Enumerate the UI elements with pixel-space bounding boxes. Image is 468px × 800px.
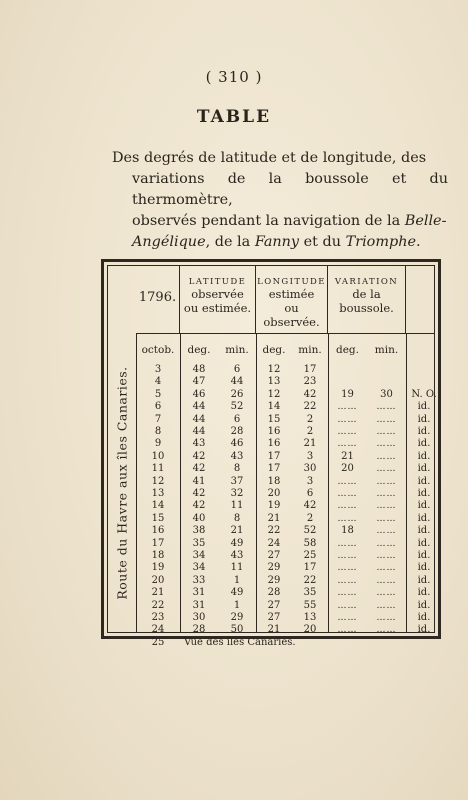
table-cell: 25 (303, 550, 317, 561)
table-cell: 15 (267, 413, 281, 425)
table-body (136, 334, 437, 648)
table-row (136, 364, 434, 376)
table-cell: 28 (267, 587, 281, 599)
table-cell: 19 (151, 562, 165, 574)
table-cell: …… (337, 476, 358, 487)
ship-name-angelique: Angélique (132, 234, 206, 250)
table-cell: …… (337, 439, 358, 450)
table-cell: id. (417, 463, 431, 475)
table-cell: …… (337, 575, 358, 586)
table-cell: 58 (303, 537, 317, 549)
table-cell: 29 (230, 612, 244, 623)
table-cell: 35 (303, 587, 317, 599)
table-cell: 43 (230, 450, 244, 462)
table-cell: id. (417, 562, 431, 574)
unit-cell: deg. (262, 344, 286, 356)
table-cell: 18 (267, 475, 281, 487)
table-row (136, 463, 434, 475)
table-row (136, 562, 434, 574)
last-note-cell: Vue des îles Canaries. (184, 636, 296, 648)
table-cell: 14 (267, 401, 281, 413)
table-cell: 30 (192, 612, 206, 623)
latitude-sub-1: observée (191, 287, 244, 301)
table-row (136, 600, 434, 612)
table-cell: 42 (192, 488, 206, 499)
table-cell: 5 (154, 388, 162, 400)
subtitle-line-3 (112, 211, 448, 232)
table-cell: id. (417, 624, 431, 636)
latitude-caption: LATITUDE (188, 277, 247, 287)
table-cell: 46 (230, 438, 244, 450)
table-cell: …… (337, 402, 358, 413)
table-cell: 18 (341, 525, 354, 537)
table-cell: …… (337, 501, 358, 512)
table-cell: 21 (230, 525, 244, 537)
variation-caption: VARIATION (334, 277, 399, 287)
table-cell: 49 (230, 587, 244, 599)
table-cell: 29 (267, 574, 281, 586)
subtitle-and: et du (299, 234, 346, 250)
table-cell: 22 (303, 401, 317, 413)
table-cell: …… (337, 588, 358, 599)
table-cell: 44 (192, 426, 206, 437)
latitude-sub-2: ou estimée. (183, 301, 252, 315)
table-cell: 48 (192, 364, 206, 375)
unit-cell: min. (298, 344, 322, 356)
subtitle-line-4 (112, 232, 448, 253)
table-cell: 44 (192, 401, 206, 413)
table-cell: …… (337, 489, 358, 499)
table-cell: N. O. (411, 388, 437, 400)
table-cell: 52 (303, 525, 317, 537)
subtitle-line-1: Des degrés de latitude et de longitude, des (112, 150, 427, 166)
table-cell: 17 (267, 463, 281, 475)
table-cell: 2 (306, 426, 314, 437)
table-cell: 28 (230, 426, 244, 437)
table-cell: …… (376, 563, 397, 574)
table-cell: 2 (306, 512, 314, 524)
table-cell: id. (417, 537, 431, 549)
table-cell: 2 (306, 413, 314, 425)
table-cell: 8 (233, 463, 241, 475)
longitude-sub-1: estimée (268, 287, 315, 301)
table-cell: 33 (192, 574, 206, 586)
table-cell: 32 (230, 488, 244, 499)
table-cell: 11 (230, 562, 244, 574)
table-cell: …… (376, 489, 397, 499)
table-cell: …… (376, 625, 397, 636)
unit-cell: octob. (141, 344, 175, 356)
table-row (136, 438, 434, 450)
table-cell: 8 (154, 426, 162, 437)
table-cell: id. (417, 500, 431, 512)
table-cell: id. (417, 599, 431, 611)
table-cell: …… (376, 402, 397, 413)
table-cell: …… (376, 414, 397, 425)
table-cell: 21 (267, 512, 281, 524)
table-cell: 20 (303, 624, 317, 636)
table-cell: 6 (233, 413, 241, 425)
table-cell: 29 (267, 562, 281, 574)
table-inner (107, 265, 437, 648)
table-cell: 26 (230, 388, 244, 400)
longitude-caption: LONGITUDE (257, 277, 326, 287)
table-row (136, 488, 434, 500)
table-cell: 42 (303, 388, 317, 400)
table-cell: 27 (267, 599, 281, 611)
table-cell: 22 (151, 599, 165, 611)
page-number: ( 310 ) (205, 68, 263, 86)
table-cell: 52 (230, 401, 244, 413)
table-cell: …… (376, 513, 397, 524)
table-row (136, 376, 434, 388)
table-cell: 42 (192, 500, 206, 512)
table-cell: …… (376, 451, 397, 462)
table-cell: 16 (151, 525, 165, 537)
table-cell: …… (376, 575, 397, 586)
units-row (136, 344, 434, 356)
table-cell: 21 (151, 587, 165, 599)
table-cell: …… (376, 613, 397, 623)
table-cell: …… (376, 588, 397, 599)
table-row (136, 575, 434, 587)
table-row (136, 525, 434, 537)
table-cell: 14 (151, 500, 165, 512)
table-corner (108, 266, 136, 334)
table-cell: 23 (151, 612, 165, 623)
table-cell: 17 (303, 562, 317, 574)
table-cell: 44 (230, 376, 244, 388)
table-cell: 31 (192, 599, 206, 611)
page-title: TABLE (196, 107, 272, 127)
latitude-header (180, 266, 256, 334)
table-cell: 30 (380, 388, 393, 400)
table-cell: 12 (151, 475, 165, 487)
table-cell: 47 (192, 376, 206, 388)
route-column (108, 334, 137, 632)
table-cell: 13 (303, 612, 317, 623)
table-cell: 35 (192, 537, 206, 549)
table-cell: id. (417, 438, 431, 450)
table-row (136, 513, 434, 525)
table-cell: …… (376, 476, 397, 487)
table-cell: …… (337, 600, 358, 611)
table-cell: …… (337, 427, 358, 437)
unit-cell: deg. (336, 344, 359, 356)
table-cell: 34 (192, 550, 206, 561)
table-cell: 27 (267, 612, 281, 623)
table-cell: 3 (154, 364, 162, 375)
table-subtitle (112, 148, 448, 253)
table-cell: 11 (151, 463, 165, 475)
table-cell: 21 (267, 624, 281, 636)
table-cell: 42 (192, 463, 206, 475)
table-cell: 16 (267, 438, 281, 450)
table-row (136, 426, 434, 438)
table-cell: 28 (192, 624, 206, 636)
variation-sub-2: boussole. (339, 301, 394, 315)
table-cell: id. (417, 587, 431, 599)
table-cell: id. (417, 475, 431, 487)
table-cell: …… (337, 513, 358, 524)
table-cell: …… (337, 563, 358, 574)
table-cell: 17 (151, 537, 165, 549)
table-cell: 30 (303, 463, 317, 475)
table-cell: 44 (192, 413, 206, 425)
table-cell: 42 (192, 450, 206, 462)
table-cell: 4 (154, 376, 162, 388)
table-row (136, 414, 434, 426)
table-cell: 11 (230, 500, 244, 512)
table-cell: 22 (267, 525, 281, 537)
table-cell: 23 (303, 376, 317, 388)
table-cell: …… (376, 600, 397, 611)
blank-header (406, 266, 434, 334)
table-row (136, 388, 437, 401)
table-cell: 19 (341, 388, 354, 400)
variation-header (328, 266, 406, 334)
table-cell: id. (417, 413, 431, 425)
table-cell: id. (417, 401, 431, 413)
table-cell: …… (337, 613, 358, 623)
table-cell: 55 (303, 599, 317, 611)
table-cell: 40 (192, 512, 206, 524)
table-cell: …… (376, 526, 397, 537)
variation-sub-1: de la (352, 287, 381, 301)
table-cell: 24 (151, 624, 165, 636)
table-cell: 27 (267, 550, 281, 561)
table-cell: …… (337, 625, 358, 636)
table-cell: id. (417, 450, 431, 462)
table-cell: 6 (154, 401, 162, 413)
table-cell: …… (337, 538, 358, 549)
table-cell: 34 (192, 562, 206, 574)
table-row (136, 401, 434, 413)
unit-cell: deg. (187, 344, 211, 356)
table-row (136, 538, 434, 550)
table-cell: 21 (341, 450, 354, 462)
table-cell: 20 (341, 463, 354, 475)
table-footer-row (136, 637, 434, 649)
table-cell: id. (417, 512, 431, 524)
table-cell: 16 (267, 426, 281, 437)
table-cell: 43 (192, 438, 206, 450)
table-cell: id. (417, 525, 431, 537)
unit-cell: min. (374, 344, 399, 356)
table-row (136, 624, 434, 636)
table-row (136, 587, 434, 599)
table-cell: …… (376, 427, 397, 437)
data-table (101, 259, 441, 648)
table-cell: …… (376, 501, 397, 512)
table-cell: …… (376, 464, 397, 475)
table-cell: 8 (233, 512, 241, 524)
table-cell: id. (417, 574, 431, 586)
table-cell: 13 (267, 376, 281, 388)
longitude-header (256, 266, 328, 334)
unit-cell: min. (225, 344, 249, 356)
table-cell: 20 (151, 574, 165, 586)
table-cell: 37 (230, 475, 244, 487)
table-cell: id. (417, 488, 431, 499)
table-cell: …… (376, 551, 397, 561)
table-cell: 17 (267, 450, 281, 462)
table-cell: 31 (192, 587, 206, 599)
table-cell: 18 (151, 550, 165, 561)
route-label: Route du Havre aux îles Canaries. (114, 366, 130, 600)
table-cell: 49 (230, 537, 244, 549)
table-cell: 43 (230, 550, 244, 561)
table-cell: id. (417, 612, 431, 623)
ship-name-belle: Belle- (404, 213, 447, 229)
table-cell: …… (376, 439, 397, 450)
ship-name-fanny: Fanny (254, 234, 300, 250)
table-cell: …… (337, 414, 358, 425)
table-cell: 20 (267, 488, 281, 499)
ship-name-triomphe: Triomphe (345, 234, 416, 250)
year-header: 1796. (136, 266, 180, 334)
table-row (136, 451, 434, 463)
last-day-cell: 25 (151, 636, 165, 648)
table-row (136, 612, 434, 624)
table-cell: 46 (192, 388, 206, 400)
table-cell: 17 (303, 364, 317, 375)
table-cell: 9 (154, 438, 162, 450)
table-cell: 12 (267, 388, 281, 400)
table-cell: id. (417, 426, 431, 437)
table-cell: 7 (154, 413, 162, 425)
table-row (136, 476, 434, 488)
table-cell: 6 (306, 488, 314, 499)
table-cell: id. (417, 550, 431, 561)
subtitle-end: . (415, 234, 421, 250)
table-cell: 10 (151, 450, 165, 462)
table-cell: 15 (151, 512, 165, 524)
table-cell: 1 (233, 599, 241, 611)
subtitle-mid: , de la (205, 234, 255, 250)
subtitle-line-2: variations de la boussole et du thermomètre, (132, 171, 448, 208)
table-cell: 3 (306, 475, 314, 487)
table-cell: …… (337, 551, 358, 561)
table-cell: 50 (230, 624, 244, 636)
table-row (136, 550, 434, 562)
table-cell: 42 (303, 500, 317, 512)
table-cell: 21 (303, 438, 317, 450)
table-cell: 41 (192, 475, 206, 487)
table-cell: 3 (306, 450, 314, 462)
table-row (136, 500, 434, 512)
longitude-sub-2: ou observée. (263, 301, 320, 329)
table-cell: 19 (267, 500, 281, 512)
table-cell: 22 (303, 574, 317, 586)
table-cell: 1 (233, 574, 241, 586)
subtitle-line-3-text: observés pendant la navigation de la (132, 213, 405, 229)
table-cell: 6 (233, 364, 241, 375)
table-cell: 24 (267, 537, 281, 549)
table-cell: 12 (267, 364, 281, 375)
table-cell: …… (376, 538, 397, 549)
table-cell: 38 (192, 525, 206, 537)
table-cell: 13 (151, 488, 165, 499)
